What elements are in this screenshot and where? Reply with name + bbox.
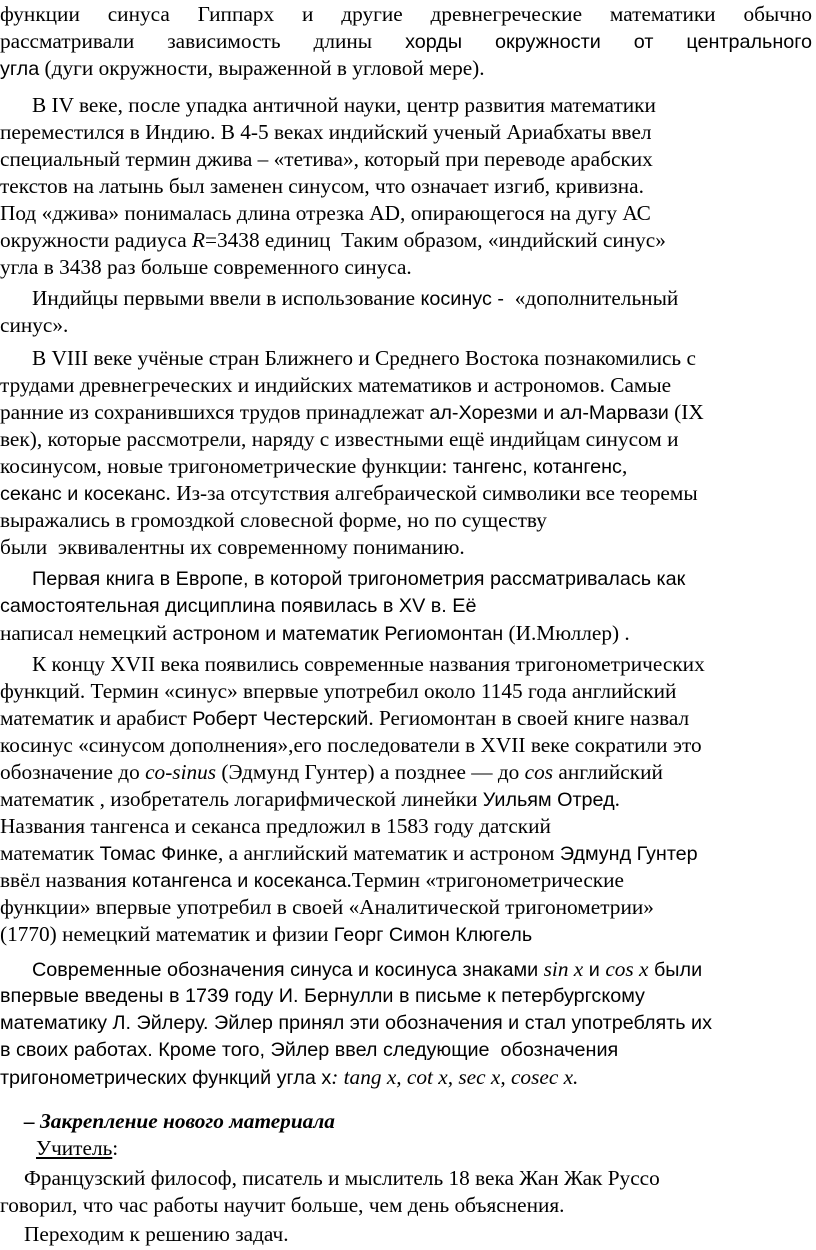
text-span: математик , изобретатель логарифмической линейки (0, 787, 483, 811)
text-span: . Региомонтан в своей книге назвал (368, 706, 690, 730)
teacher-label (36, 1135, 118, 1163)
text-span: рассматривали зависимость длины (0, 29, 373, 53)
text-line (0, 55, 485, 83)
text-line: косинус «синусом дополнения»,его последователи в XVII веке сократили это (0, 733, 702, 757)
text-line: В VIII веке учёные стран Ближнего и Среднего Востока познакомились с (32, 346, 696, 370)
text-span: и (231, 870, 254, 892)
term-sin-x: sin x (543, 957, 584, 981)
text-span: окружности радиуса (0, 228, 192, 252)
text-line: Под «джива» понималась длина отрезка AD, опирающегося на дугу АС (0, 201, 651, 225)
link-edmund-gunter[interactable]: Эдмунд Гунтер (559, 843, 698, 865)
radius-symbol: R (191, 228, 205, 252)
text-line: Французский философ, писатель и мыслитель 18 века Жан Жак Руссо (24, 1166, 660, 1190)
link-thomas-fincke[interactable]: Томас Финке (99, 843, 219, 865)
text-line: впервые введены в 1739 году И. Бернулли в письме к петербургскому (0, 985, 645, 1007)
text-line: трудами древнегреческих и индийских математиков и астрономов. Самые (0, 373, 672, 397)
teacher-word: Учитель (36, 1136, 113, 1160)
text-line (0, 399, 704, 427)
text-span: (1770) немецкий математик и физии (0, 922, 334, 946)
text-span: математик и арабист (0, 706, 193, 730)
link-mathematician[interactable]: математик (281, 623, 379, 645)
section-heading (24, 1108, 335, 1136)
link-astronomer[interactable]: астроном (172, 623, 260, 645)
text-span: и (583, 959, 606, 981)
text-span: были (648, 959, 703, 981)
link-georg-klugel[interactable]: Георг Симон Клюгель (333, 924, 533, 946)
text-span: , (621, 454, 628, 478)
text-span: и (61, 483, 84, 505)
text-line: самостоятельная дисциплина появилась в XV в. Её (0, 595, 477, 617)
text-line (0, 705, 689, 733)
text-span: , а английский математик и астроном (218, 841, 560, 865)
text-line (0, 840, 698, 868)
link-central-angle[interactable]: центрального (686, 31, 813, 53)
text-line: функции синуса Гиппарх и другие древнегреческие математики обычно (0, 2, 812, 26)
text-line (0, 1064, 578, 1092)
text-span: .Термин «тригонометрические (346, 868, 625, 892)
text-line (32, 285, 678, 313)
link-cosecant-2[interactable]: косеканса (253, 870, 347, 892)
text-span: . Из-за отсутствия алгебраической символики все теоремы (165, 481, 698, 505)
text-span: =3438 единиц Таким образом, «индийский синус» (205, 228, 666, 252)
link-robert-of-chester[interactable]: Роберт Честерский (192, 708, 369, 730)
text-span: тригонометрических функций угла x (0, 1067, 332, 1089)
term-cos-x: cos x (605, 957, 649, 981)
text-line (0, 867, 624, 895)
term-co-sinus: co-sinus (145, 760, 217, 784)
text-line: век), которые рассмотрели, наряду с известными ещё индийцам синусом и (0, 427, 679, 451)
text-line: говорил, что час работы научит больше, чем день объяснения. (0, 1193, 565, 1217)
text-line (0, 453, 627, 481)
text-span: косинусом, новые тригонометрические функции: (0, 454, 453, 478)
link-cosecant[interactable]: косеканс (83, 483, 166, 505)
term-cos: cos (524, 760, 554, 784)
term-function-list: : tang x, cot x, sec x, cosec x. (331, 1065, 579, 1089)
text-line: К концу XVII века появились современные названия тригонометрических (32, 652, 705, 676)
text-line: специальный термин джива – «тетива», который при переводе арабских (0, 147, 653, 171)
text-line (0, 786, 620, 814)
teacher-colon: : (112, 1136, 119, 1160)
text-span: Современные обозначения синуса и косинуса знаками (32, 959, 544, 981)
text-line: функций. Термин «синус» впервые употребил около 1145 года английский (0, 679, 677, 703)
text-line: В IV веке, после упадка античной науки, центр развития математики (32, 93, 656, 117)
link-william-oughtred[interactable]: Уильям Отред (482, 789, 615, 811)
text-line: переместился в Индию. В 4-5 веках индийский ученый Ариабхаты ввел (0, 120, 652, 144)
text-span: английский (553, 760, 663, 784)
text-span: , (522, 456, 534, 478)
link-chord[interactable]: хорды (405, 31, 463, 53)
text-span: ввёл названия (0, 868, 132, 892)
text-span: «дополнительный (509, 286, 679, 310)
text-line: угла в 3438 раз больше современного синуса. (0, 255, 412, 279)
text-line: Переходим к решению задач. (24, 1222, 289, 1246)
text-span: математик (0, 841, 100, 865)
text-span: ранние из сохранившихся трудов принадлежат (0, 400, 430, 424)
text-line (0, 921, 532, 949)
link-cosine[interactable]: косинус - (415, 288, 510, 310)
text-line (0, 480, 698, 508)
text-line (0, 227, 666, 255)
text-line: синус». (0, 313, 69, 337)
text-line: выражались в громоздкой словесной форме, но по существу (0, 508, 547, 532)
text-span: от (633, 31, 654, 53)
text-span: (Эдмунд Гунтер) а позднее — до (216, 760, 525, 784)
text-line (0, 759, 663, 787)
text-line: в своих работах. Кроме того, Эйлер ввел следующие обозначения (0, 1039, 619, 1061)
link-regiomontanus[interactable]: Региомонтан (378, 623, 504, 645)
link-secant[interactable]: секанс (0, 483, 62, 505)
section-heading-text: – Закрепление нового материала (24, 1109, 335, 1133)
text-line: текстов на латынь был заменен синусом, что означает изгиб, кривизна. (0, 174, 644, 198)
text-span: написал немецкий (0, 621, 173, 645)
text-line (0, 620, 630, 648)
link-al-marwazi[interactable]: ал-Марвази (559, 402, 669, 424)
text-line (32, 956, 702, 984)
link-angle[interactable]: угла (0, 58, 40, 80)
link-cotangent-2[interactable]: котангенса (131, 870, 232, 892)
link-al-khwarizmi[interactable]: ал-Хорезми (429, 402, 538, 424)
text-span: и (537, 402, 560, 424)
text-line: Названия тангенса и секанса предложил в 1583 году датский (0, 814, 551, 838)
text-line: математику Л. Эйлеру. Эйлер принял эти обозначения и стал употреблять их (0, 1012, 712, 1034)
text-span: (дуги окружности, выраженной в угловой мере). (39, 56, 485, 80)
text-line: были эквивалентны их современному пониманию. (0, 535, 465, 559)
link-tangent[interactable]: тангенс (452, 456, 523, 478)
text-line: Первая книга в Европе, в которой тригонометрия рассматривалась как (32, 568, 686, 590)
text-span: . (614, 787, 620, 811)
text-line (0, 28, 812, 56)
text-span: и (259, 623, 282, 645)
text-span: (И.Мюллер) . (503, 621, 630, 645)
link-cotangent[interactable]: котангенс (533, 456, 622, 478)
text-span: Индийцы первыми ввели в использование (32, 286, 416, 310)
text-line: функции» впервые употребил в своей «Аналитической тригонометрии» (0, 895, 654, 919)
text-span: (IX (668, 400, 704, 424)
text-span: обозначение до (0, 760, 146, 784)
link-circle[interactable]: окружности (495, 31, 601, 53)
